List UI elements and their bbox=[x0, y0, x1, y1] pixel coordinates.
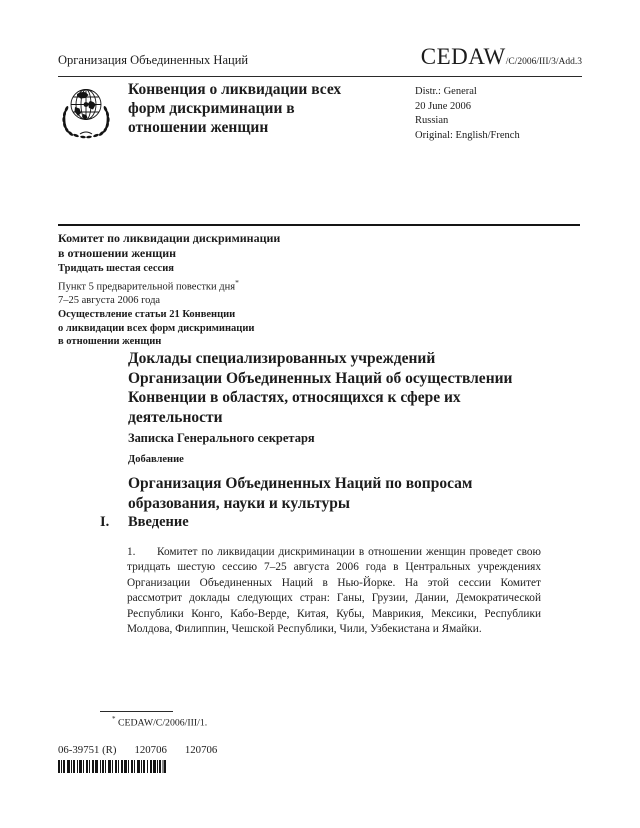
agency-title bbox=[128, 474, 558, 513]
footnote-divider bbox=[100, 711, 173, 712]
distribution-block bbox=[415, 85, 520, 143]
document-title-line: Доклады специализированных учреждений bbox=[128, 350, 436, 367]
session-number: Тридцать шестая сессия bbox=[58, 263, 174, 274]
agency-title-line: Организация Объединенных Наций по вопросам bbox=[128, 475, 473, 492]
distr-date: 20 June 2006 bbox=[415, 100, 471, 112]
committee-name-line: в отношении женщин bbox=[58, 246, 177, 260]
job-number: 06-39751 (R) bbox=[58, 744, 117, 756]
section-number: I. bbox=[100, 514, 110, 530]
convention-title-line: форм дискриминации в bbox=[128, 100, 295, 117]
distr-type: Distr.: General bbox=[415, 86, 477, 97]
section-title: Введение bbox=[128, 514, 189, 530]
document-symbol bbox=[421, 44, 582, 70]
document-title-line: деятельности bbox=[128, 408, 223, 426]
agenda-item-title-line: в отношении женщин bbox=[58, 336, 162, 348]
body-paragraph bbox=[127, 545, 541, 637]
job-number-line bbox=[58, 744, 217, 756]
footnote-text: CEDAW/C/2006/III/1. bbox=[117, 717, 208, 729]
document-header bbox=[58, 44, 582, 70]
convention-title-line: отношении женщин bbox=[128, 119, 269, 136]
organization-name: Организация Объединенных Наций bbox=[58, 53, 249, 67]
convention-title-line: Конвенция о ликвидации всех bbox=[128, 81, 342, 98]
document-title-line: Конвенции в областях, относящихся к сфере их bbox=[128, 389, 461, 406]
paragraph-text: Комитет по ликвидации дискриминации в отношении женщин проведет свою тридцать шестую сессию 7–25 августа 2006 года в Центральных учреждениях Организации Объединенных Наций в Нью-Йорке. На этой сессии Комитет рассмотрит доклады следующих стран: Ганы, Грузии, Дании, Демократической Республики Конго, Кабо-Верде, Китая, Кубы, Маврикия, Мексики, Республики Молдова, Филиппин, Чешской Республики, Чили, Узбекистана и Ямайки. bbox=[127, 546, 541, 636]
distr-original: Original: English/French bbox=[415, 129, 520, 141]
section-heading bbox=[100, 514, 189, 531]
agency-title-line: образования, науки и культуры bbox=[128, 494, 350, 512]
agenda-item-title-line: Осуществление статьи 21 Конвенции bbox=[58, 308, 236, 320]
committee-name-line: Комитет по ликвидации дискриминации bbox=[58, 231, 281, 245]
section-divider bbox=[58, 224, 580, 226]
convention-title bbox=[128, 80, 408, 137]
agenda-item bbox=[58, 276, 280, 294]
document-title bbox=[128, 349, 558, 427]
date-code: 120706 bbox=[184, 744, 218, 756]
barcode-image bbox=[58, 760, 166, 773]
header-divider bbox=[58, 76, 582, 77]
session-block bbox=[58, 231, 280, 349]
note-heading: Записка Генерального секретаря bbox=[128, 431, 315, 445]
distr-language: Russian bbox=[415, 115, 449, 126]
document-symbol-suffix: /C/2006/III/3/Add.3 bbox=[505, 57, 582, 67]
session-dates: 7–25 августа 2006 года bbox=[58, 295, 161, 307]
addendum-heading: Добавление bbox=[128, 454, 184, 465]
paragraph-number: 1. bbox=[127, 546, 136, 558]
agenda-footnote-marker: * bbox=[235, 277, 239, 287]
footnote bbox=[112, 715, 207, 728]
document-symbol-main: CEDAW bbox=[420, 44, 506, 69]
date-code: 120706 bbox=[134, 744, 167, 756]
agenda-item-title-line: о ликвидации всех форм дискриминации bbox=[58, 322, 255, 334]
agenda-item-text: Пункт 5 предварительной повестки дня bbox=[58, 281, 236, 293]
un-emblem-icon bbox=[56, 82, 116, 142]
footnote-marker: * bbox=[112, 715, 116, 723]
document-title-line: Организации Объединенных Наций об осуществлении bbox=[128, 369, 513, 387]
